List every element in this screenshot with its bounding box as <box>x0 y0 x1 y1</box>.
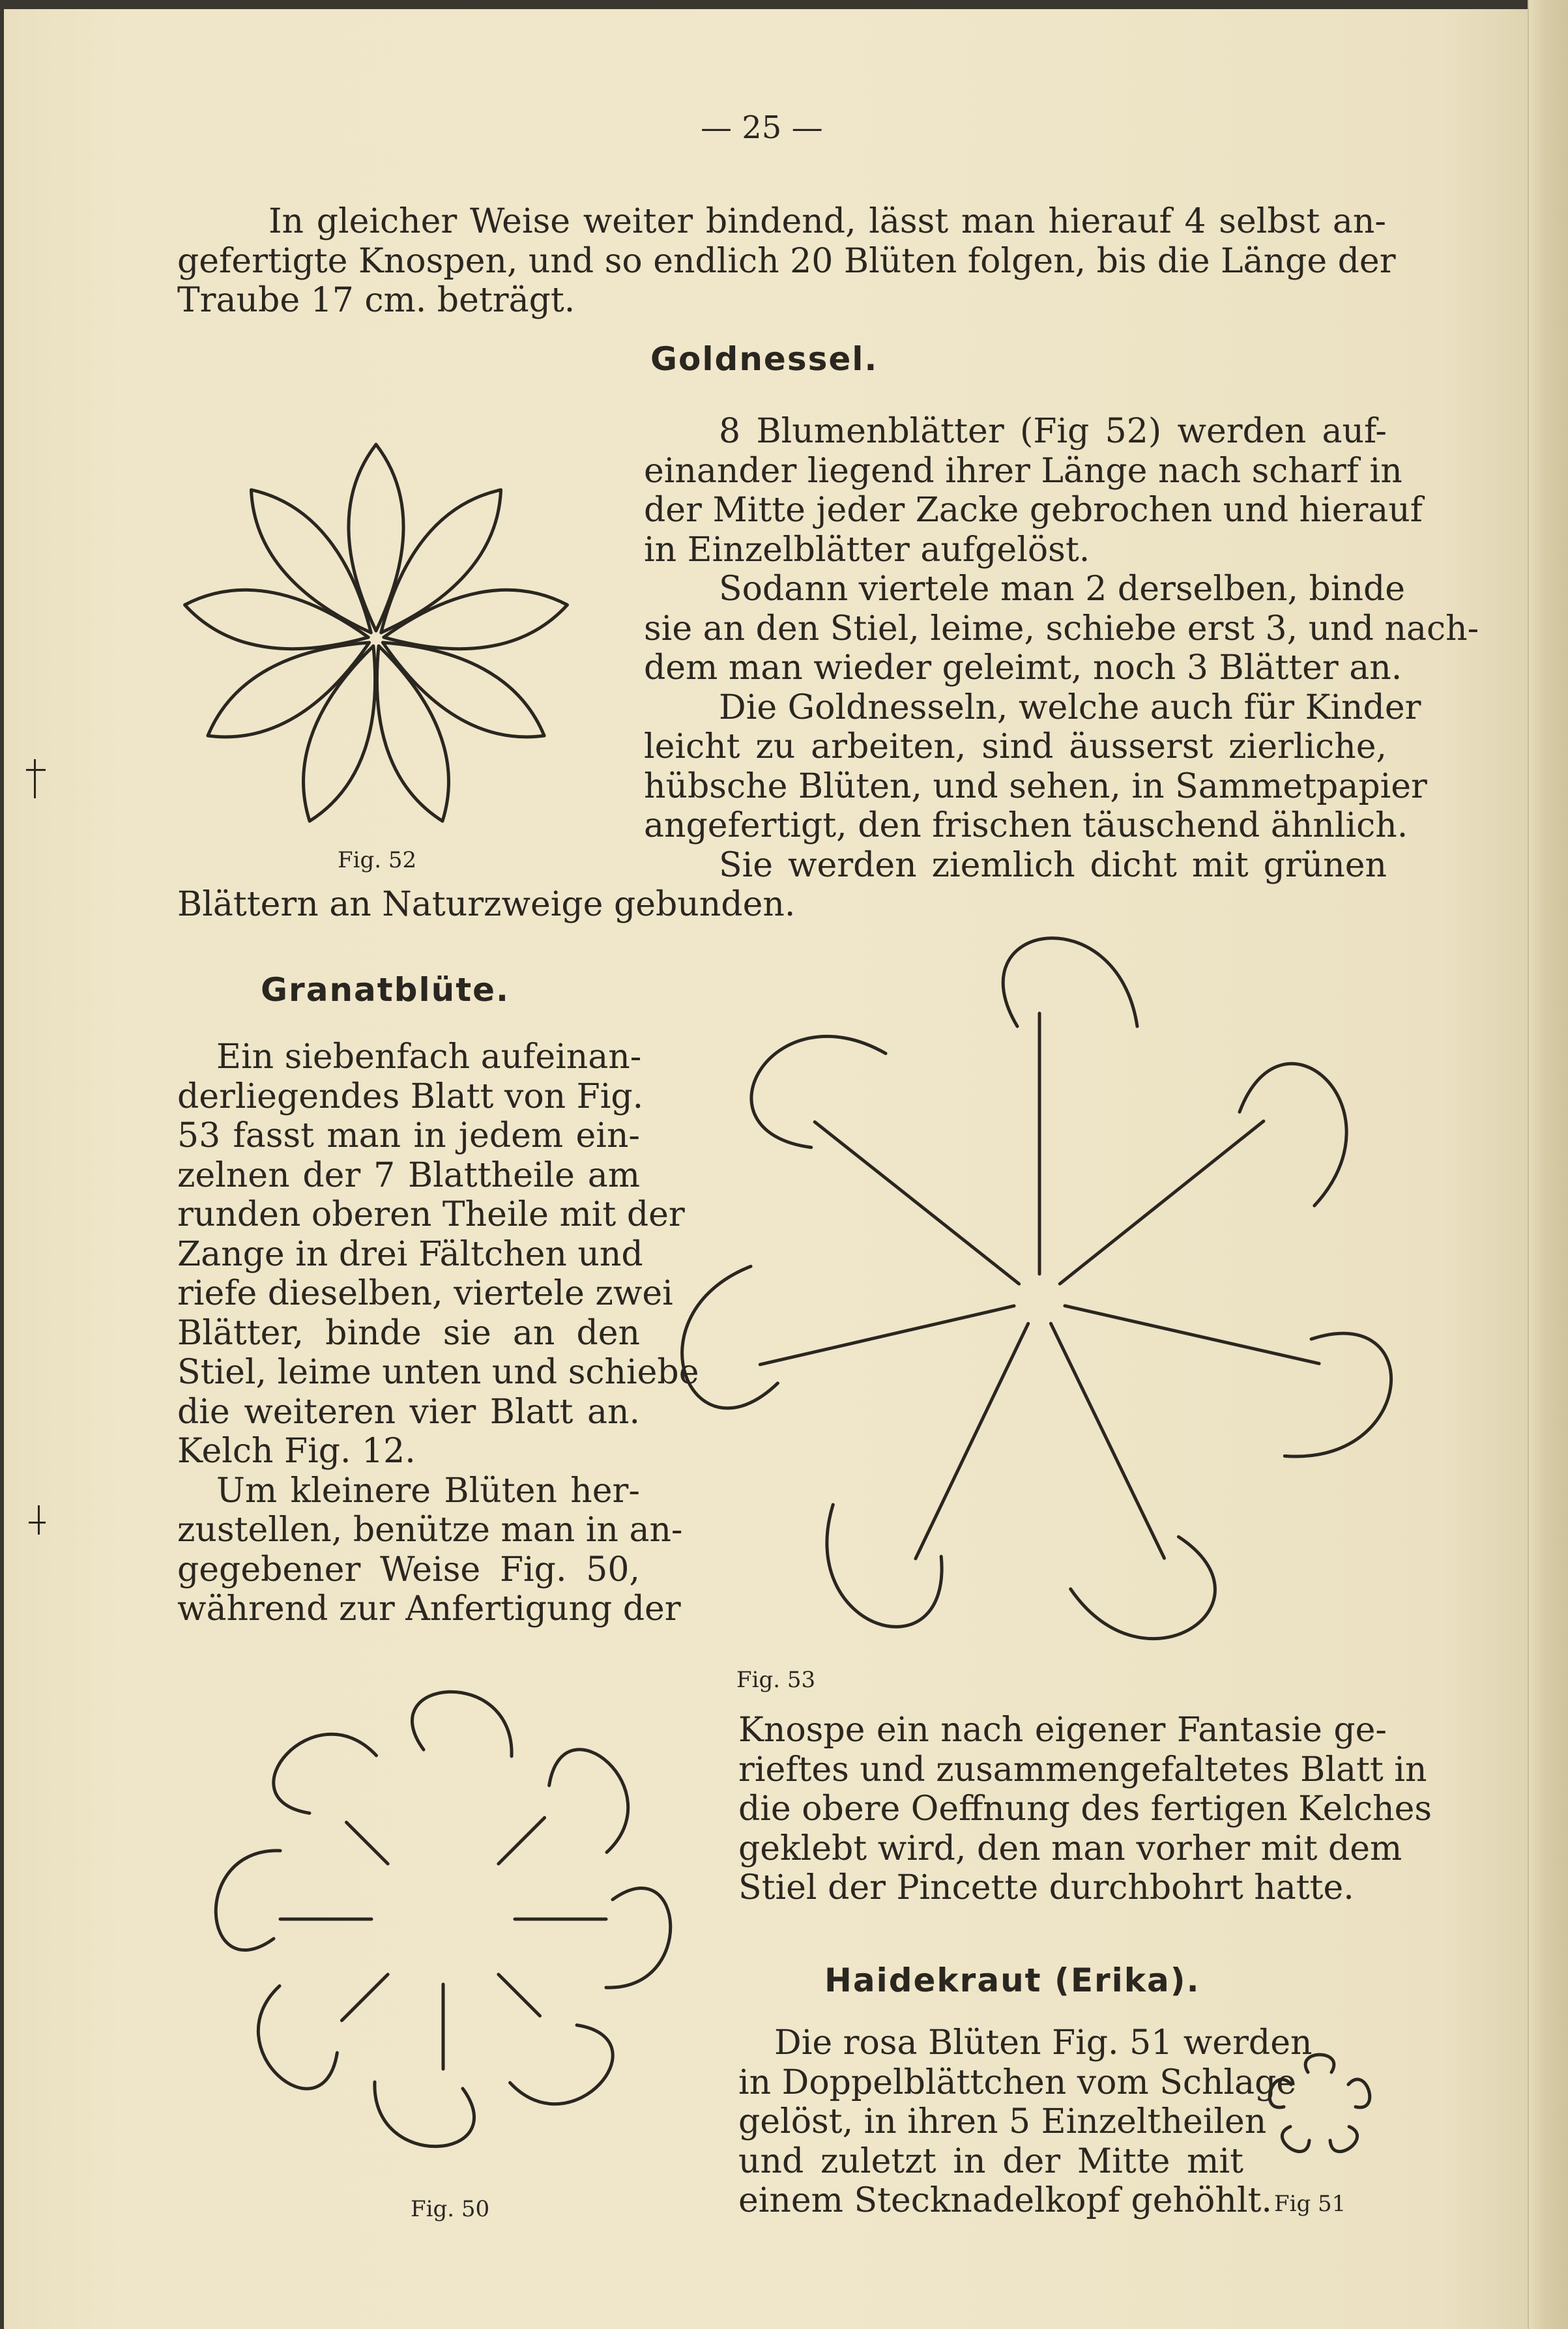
petal-lobe <box>1285 1325 1401 1476</box>
text-line: Stiel, leime unten und schiebe <box>177 1353 699 1392</box>
petal-lobe <box>606 1888 671 1988</box>
petal-fold-line <box>1060 1121 1264 1284</box>
petal-lobe <box>216 1851 280 1950</box>
text-line: derliegendes Blatt von Fig. <box>177 1077 644 1116</box>
petal-lobe <box>1071 1531 1230 1668</box>
text-line: In gleicher Weise weiter bindend, lässt man hierauf 4 selbst an- <box>269 202 1386 241</box>
text-line: angefertigt, den frischen täuschend ähnlich. <box>644 806 1408 845</box>
intro-paragraph <box>177 202 1396 321</box>
text-line: Kelch Fig. 12. <box>177 1432 416 1471</box>
goldnessel-paragraph <box>644 412 1479 885</box>
section-heading-goldnessel: Goldnessel. <box>650 340 878 378</box>
text-line: in Einzelblätter aufgelöst. <box>644 530 1090 570</box>
text-line: Sie werden ziemlich dicht mit grünen <box>719 845 1387 885</box>
text-line: hübsche Blüten, und sehen, in Sammetpapier <box>644 766 1427 806</box>
petal-lobe <box>510 2012 626 2128</box>
text-line: während zur Anfertigung der <box>177 1589 681 1628</box>
margin-mark <box>34 759 36 798</box>
petal-lobe <box>412 1692 512 1756</box>
text-line: Die rosa Blüten Fig. 51 werden <box>774 2023 1313 2062</box>
petal <box>180 578 373 664</box>
text-line: gefertigte Knospen, und so endlich 20 Blüten folgen, bis die Länge der <box>177 241 1396 281</box>
text-line: zustellen, benütze man in an- <box>177 1511 683 1550</box>
text-line: runden oberen Theile mit der <box>177 1195 685 1234</box>
text-line: Um kleinere Blüten her- <box>216 1471 640 1511</box>
section-heading-granatbluete: Granatblüte. <box>261 971 510 1009</box>
figure-50-caption: Fig. 50 <box>411 2196 490 2222</box>
petal-fold-line <box>341 1975 388 2021</box>
petal-lobe <box>733 998 886 1158</box>
petal-fold-line <box>499 1975 540 2016</box>
figure-52-caption: Fig. 52 <box>338 847 417 873</box>
text-line: Blätter, binde sie an den <box>177 1313 640 1353</box>
petal-lobe <box>261 1710 377 1826</box>
text-line: Ein siebenfach aufeinan- <box>216 1037 642 1077</box>
petal-fold-line <box>815 1122 1019 1284</box>
text-line: geklebt wird, den man vorher mit dem <box>738 1829 1402 1868</box>
section-heading-haidekraut: Haidekraut (Erika). <box>824 1961 1200 1999</box>
text-line: riefe dieselben, viertele zwei <box>177 1274 673 1313</box>
text-line: sie an den Stiel, leime, schiebe erst 3, und nach- <box>644 609 1479 648</box>
petal-lobe <box>536 1737 652 1853</box>
petal-fold-line <box>916 1324 1028 1559</box>
text-line: Die Goldnesseln, welche auch für Kinder <box>719 687 1421 727</box>
petal-fold-line <box>760 1306 1014 1365</box>
petal-fold-line <box>1051 1324 1164 1558</box>
text-line: leicht zu arbeiten, sind äusserst zierliche, <box>644 727 1387 766</box>
petal <box>379 578 572 664</box>
petal-lobe <box>1230 1046 1383 1206</box>
petal-fold-line <box>1065 1306 1319 1364</box>
petal-lobe <box>665 1266 781 1417</box>
text-line: die obere Oeffnung des fertigen Kelches <box>738 1789 1432 1829</box>
text-line: gelöst, in ihren 5 Einzeltheilen <box>738 2102 1267 2141</box>
page-number: — 25 — <box>701 109 823 146</box>
figure-50-flower <box>196 1675 691 2170</box>
petal-lobe <box>234 1986 350 2102</box>
text-line: der Mitte jeder Zacke gebrochen und hierauf <box>644 491 1423 530</box>
petal-fold-line <box>347 1823 388 1864</box>
text-line: Stiel der Pincette durchbohrt hatte. <box>738 1868 1354 1907</box>
petal <box>360 472 521 650</box>
figure-51-flower <box>1261 2046 1378 2170</box>
text-line: Sodann viertele man 2 derselben, binde <box>719 570 1405 609</box>
page-gutter <box>1528 0 1568 2329</box>
figure-51-caption: Fig 51 <box>1274 2191 1346 2217</box>
scan-edge-left <box>0 0 4 2329</box>
text-line: einander liegend ihrer Länge nach scharf in <box>644 451 1402 491</box>
scan-edge-top <box>0 0 1568 9</box>
petal-fold-line <box>499 1817 545 1864</box>
text-line: 8 Blumenblätter (Fig 52) werden auf- <box>719 412 1387 451</box>
petal-lobe <box>1003 938 1137 1026</box>
margin-mark <box>38 1505 40 1535</box>
text-line: rieftes und zusammengefaltetes Blatt in <box>738 1750 1427 1789</box>
text-line: Zange in drei Fältchen und <box>177 1234 643 1274</box>
petal <box>349 444 403 631</box>
text-line: einem Stecknadelkopf gehöhlt. <box>738 2181 1272 2220</box>
text-line: Traube 17 cm. beträgt. <box>177 281 575 320</box>
haidekraut-paragraph <box>738 2023 1313 2221</box>
petal-lobe <box>375 2082 474 2147</box>
petal-lobe <box>1305 2055 1334 2072</box>
margin-mark <box>26 769 46 771</box>
figure-52-flower <box>166 417 590 854</box>
petal-lobe <box>1348 2077 1373 2109</box>
text-line: zelnen der 7 Blattheile am <box>177 1155 640 1195</box>
margin-mark <box>29 1522 46 1524</box>
petal-lobe <box>1328 2125 1361 2156</box>
text-line: 53 fasst man in jedem ein- <box>177 1116 640 1155</box>
petal-lobe <box>1278 2125 1311 2156</box>
text-line: dem man wieder geleimt, noch 3 Blätter an. <box>644 648 1402 687</box>
text-line: gegebener Weise Fig. 50, <box>177 1550 640 1589</box>
figure-53-caption: Fig. 53 <box>736 1667 816 1693</box>
text-line: in Doppelblättchen vom Schlage <box>738 2062 1297 2102</box>
text-line: und zuletzt in der Mitte mit <box>738 2141 1243 2181</box>
petal <box>230 472 392 650</box>
text-line: die weiteren vier Blatt an. <box>177 1392 640 1432</box>
granatbluete-paragraph <box>177 1037 699 1629</box>
figure-53-flower <box>648 912 1430 1714</box>
goldnessel-continuation: Blättern an Naturzweige gebunden. <box>177 885 796 924</box>
text-line: Knospe ein nach eigener Fantasie ge- <box>738 1711 1387 1750</box>
petal-lobe <box>1266 2077 1292 2109</box>
granatbluete-continuation <box>738 1711 1432 1908</box>
